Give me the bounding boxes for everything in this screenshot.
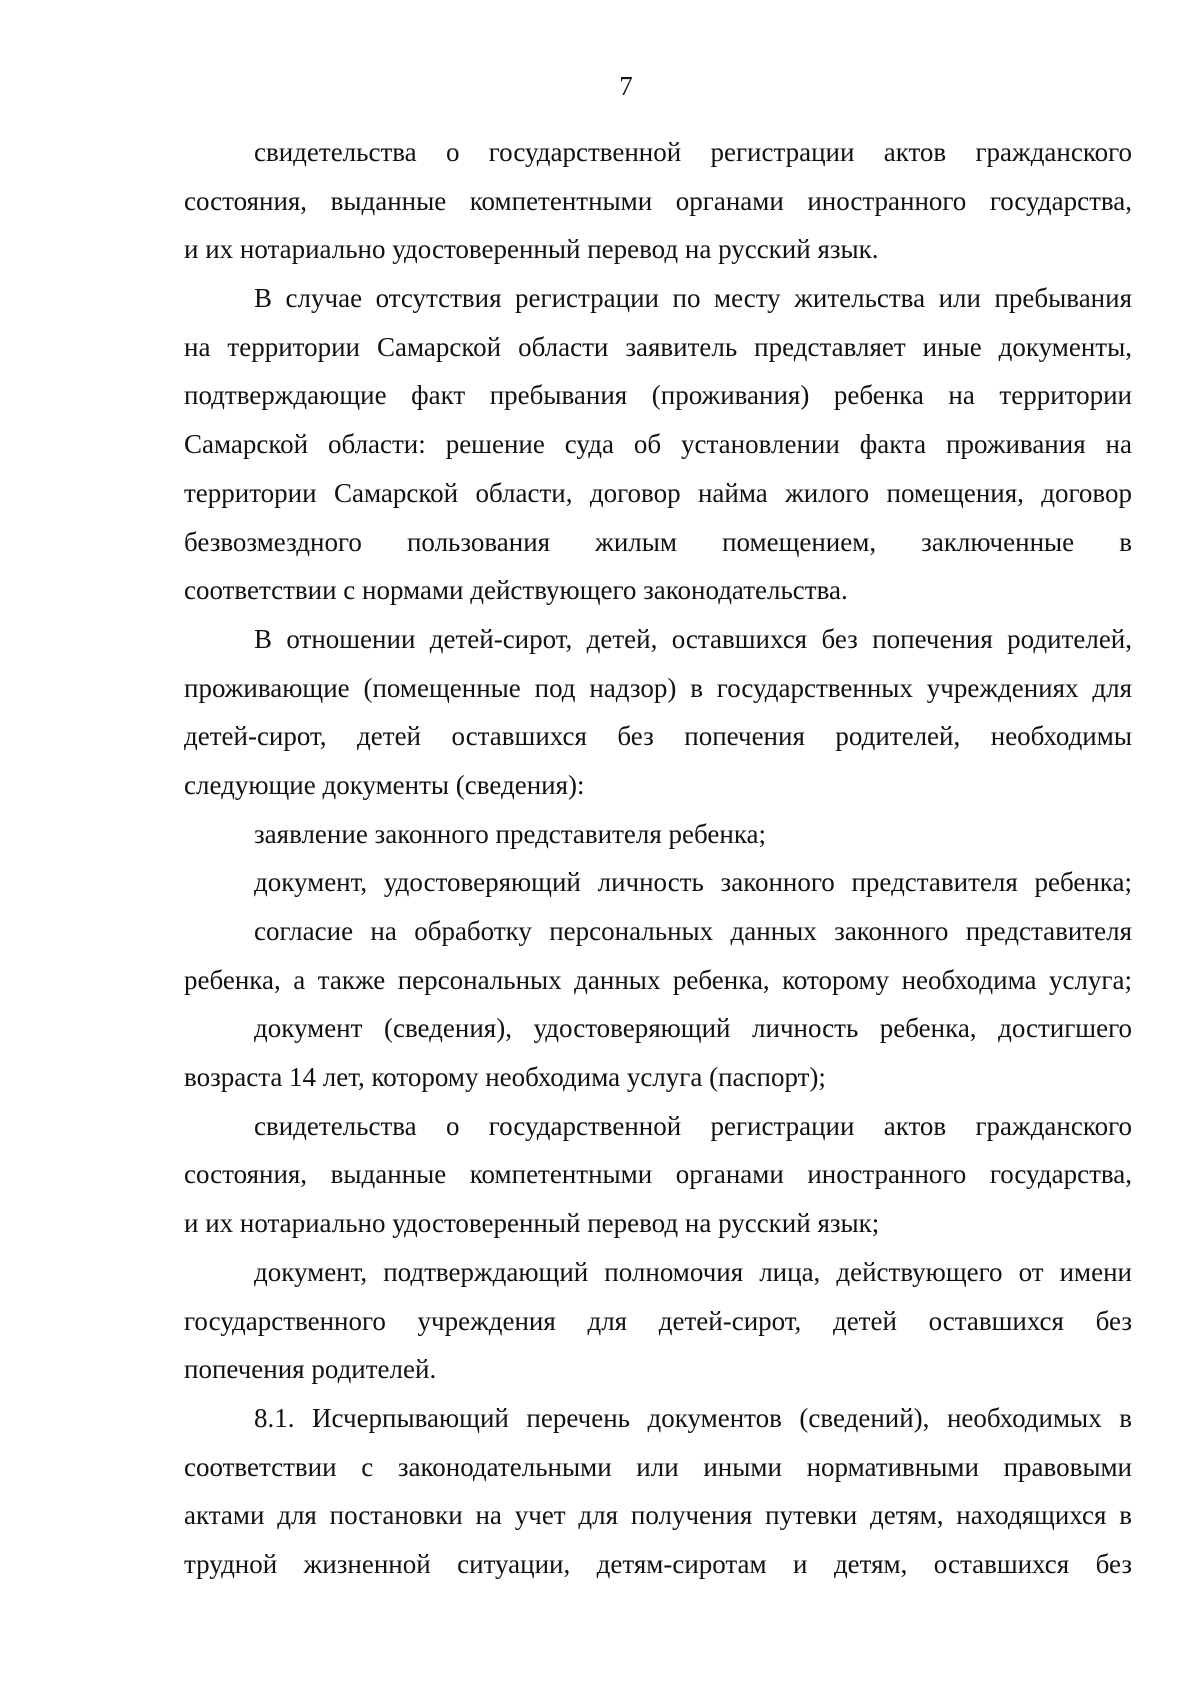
text-line: состояния, выданные компетентными органами иностранного государства,: [184, 1159, 1132, 1190]
text-line: трудной жизненной ситуации, детям-сиротам и детям, оставшихся без: [184, 1548, 1132, 1579]
text-line: свидетельства о государственной регистрации актов гражданского: [254, 1110, 1132, 1141]
text-line: государственного учреждения для детей-сирот, детей оставшихся без: [184, 1305, 1132, 1336]
text-line: и их нотариально удостоверенный перевод на русский язык;: [184, 1208, 880, 1239]
text-line: детей-сирот, детей оставшихся без попечения родителей, необходимы: [184, 721, 1132, 752]
document-body: [184, 128, 1132, 1589]
text-line: свидетельства о государственной регистрации актов гражданского: [254, 137, 1132, 167]
text-line: ребенка, а также персональных данных ребенка, которому необходима услуга;: [184, 964, 1132, 995]
text-line: В отношении детей-сирот, детей, оставшихся без попечения родителей,: [254, 623, 1132, 654]
text-line: соответствии с законодательными или иными нормативными правовыми: [184, 1451, 1132, 1482]
text-line: проживающие (помещенные под надзор) в государственных учреждениях для: [184, 672, 1132, 703]
text-line: безвозмездного пользования жилым помещением, заключенные в: [184, 526, 1132, 557]
text-line: Самарской области: решение суда об установлении факта проживания на: [184, 429, 1132, 460]
text-line: попечения родителей.: [184, 1354, 437, 1385]
text-line: территории Самарской области, договор найма жилого помещения, договор: [184, 477, 1132, 508]
text-line: документ (сведения), удостоверяющий личность ребенка, достигшего: [254, 1013, 1132, 1044]
text-line: документ, удостоверяющий личность законного представителя ребенка;: [254, 867, 1132, 898]
text-line: подтверждающие факт пребывания (проживания) ребенка на территории: [184, 380, 1132, 411]
text-line: состояния, выданные компетентными органами иностранного государства,: [184, 185, 1132, 216]
text-line: В случае отсутствия регистрации по месту жительства или пребывания: [254, 283, 1132, 314]
text-line: и их нотариально удостоверенный перевод на русский язык.: [184, 234, 879, 265]
text-line: соответствии с нормами действующего законодательства.: [184, 575, 848, 606]
text-line: согласие на обработку персональных данных законного представителя: [254, 916, 1132, 946]
text-line: возраста 14 лет, которому необходима услуга (паспорт);: [184, 1062, 826, 1093]
page-number: 7: [619, 71, 633, 101]
text-line: заявление законного представителя ребенка;: [254, 818, 767, 849]
text-line: актами для постановки на учет для получения путевки детям, находящихся в: [184, 1500, 1132, 1531]
text-line: 8.1. Исчерпывающий перечень документов (сведений), необходимых в: [254, 1402, 1132, 1433]
text-line: на территории Самарской области заявитель представляет иные документы,: [184, 331, 1132, 362]
text-line: следующие документы (сведения):: [184, 769, 585, 800]
text-line: документ, подтверждающий полномочия лица, действующего от имени: [254, 1256, 1132, 1287]
